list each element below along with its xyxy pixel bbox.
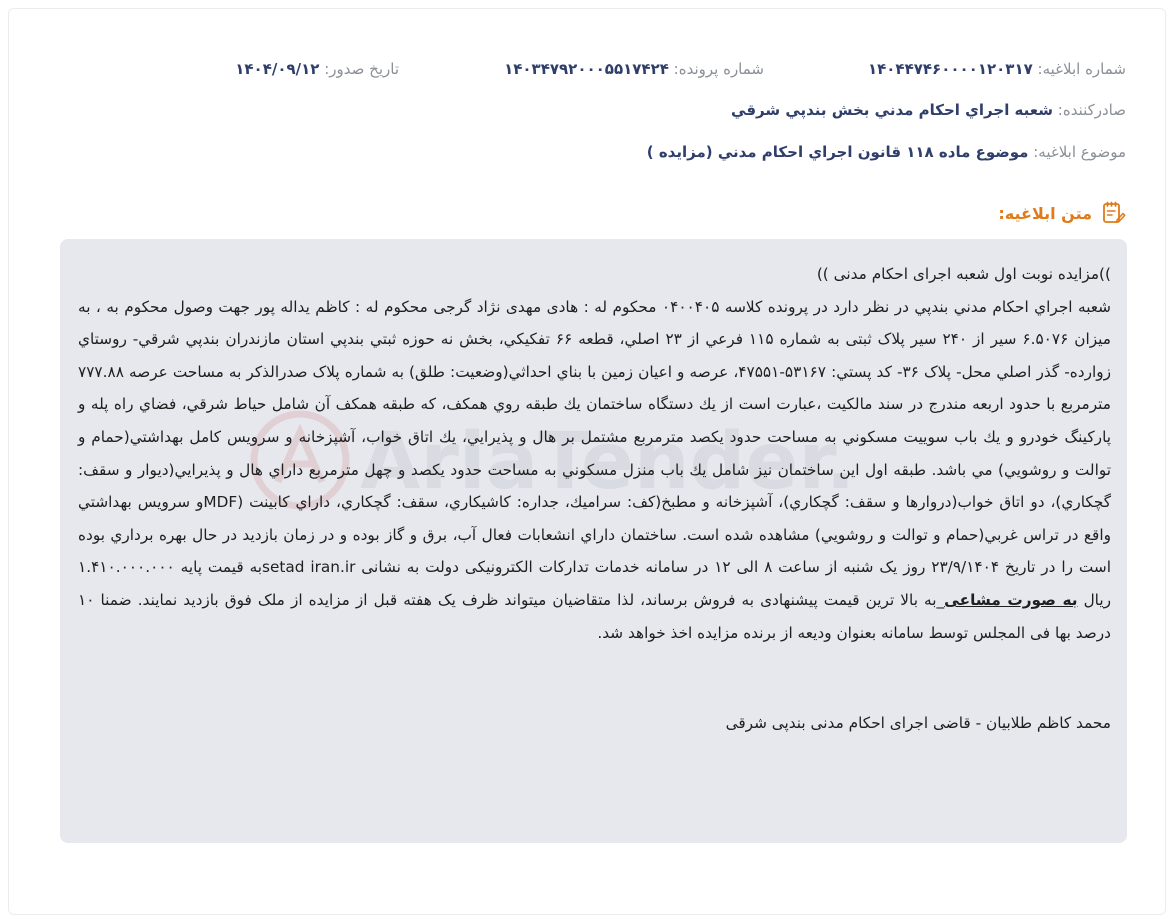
notice-body-text bbox=[78, 258, 1111, 740]
subject-label: موضوع ابلاغیه: bbox=[1033, 143, 1126, 161]
issue-date-value: ۱۴۰۴/۰۹/۱۲ bbox=[235, 60, 320, 78]
case-number-value: ۱۴۰۳۴۷۹۲۰۰۰۵۵۱۷۴۲۴ bbox=[504, 60, 669, 78]
notice-number-row bbox=[868, 60, 1126, 78]
issuer-value: شعبه اجراي احکام مدني بخش بندپي شرقي bbox=[731, 101, 1053, 119]
judge-signature: محمد کاظم طلابیان - قاضی اجرای احکام مدنی بندپی شرقی bbox=[725, 714, 1111, 733]
case-number-row bbox=[504, 60, 764, 78]
auction-paragraph bbox=[78, 291, 1111, 650]
issuer-label: صادرکننده: bbox=[1057, 101, 1126, 119]
auction-paragraph-tail: _به بالا ترین قیمت پیشنهادی به فروش برساند، لذا متقاضیان میتواند ظرف یک هفته قبل از مزایده از ملک فوق بازدید نمایند. ضمنا ۱۰ درصد بها فی المجلس توسط سامانه بعنوان ودیعه از برنده مزایده اخذ خواهد شد. bbox=[78, 590, 1111, 642]
notice-number-label: شماره ابلاغیه: bbox=[1037, 60, 1126, 78]
auction-emphasis: به صورت مشاعی bbox=[944, 590, 1078, 609]
auction-paragraph-main: شعبه اجراي احکام مدني بندپي در نظر دارد در پرونده کلاسه ۰۴۰۰۴۰۵ محکوم له : هادی مهدی نژاد گرجی محکوم له : کاظم یداله پور جهت وصول محکوم به ، به میزان ۶.۵۰۷۶ سير از ۲۴۰ سير پلاک ثبتی به شماره ۱۱۵ فرعي از ۲۳ اصلي، قطعه ۶۶ تفکيکي، بخش نه حوزه ثبتي بندپي استان مازندران بندپي شرقي- روستاي زوارده- گذر اصلي محل- پلاک ۳۶- کد پستي: ۵۳۱۶۷-۴۷۵۵۱، عرصه و اعيان زمين با بناي احداثي(وضعيت: طلق) به شماره پلاک صدرالذکر به مساحت عرصه ۷۷۷.۸۸ مترمربع با حدود اربعه مندرج در سند مالکيت ،عبارت است از يك دستگاه ساختمان يك طبقه روي همكف، که طبقه همكف آن شامل حياط شرقي، فضاي راه پله و پارکينگ خودرو و يك باب سوييت مسکوني به مساحت حدود يکصد مترمربع مشتمل بر هال و پذيرايي، يك اتاق خواب، آشپزخانه و سرويس كامل بهداشتي(حمام و توالت و روشويي) مي باشد. طبقه اول اين ساختمان نيز شامل يك باب منزل مسکوني به مساحت حدود يکصد و چهل مترمربع داراي هال و پذيرايي(ديوار و سقف: گچكاري)، دو اتاق خواب(دروارها و سقف: گچكاري)، آشپزخانه و مطبخ(كف: سراميك، جداره: کاشيكاري، سقف: گچكاري، داراي کابينت (MDFو سرويس بهداشتي واقع در تراس غربي(حمام و توالت و روشويي) مشاهده شده است. ساختمان داراي انشعابات فعال آب، برق و گاز بوده و در زمان بازديد در حال بهره برداري بوده است را در تاریخ ۲۳/۹/۱۴۰۴ روز یک شنبه از ساعت ۸ الی ۱۲ در سامانه خدمات تدارکات الکترونیکی دولت به نشانی setad iran.irبه قیمت پایه ۱.۴۱۰.۰۰۰.۰۰۰ ریال bbox=[78, 297, 1112, 609]
notice-text-heading bbox=[998, 200, 1126, 226]
issue-date-row bbox=[235, 60, 399, 78]
notice-text-label: متن ابلاغیه: bbox=[998, 203, 1092, 223]
document-edit-icon bbox=[1100, 200, 1126, 226]
issuer-row bbox=[731, 101, 1126, 119]
subject-row bbox=[647, 143, 1126, 161]
case-number-label: شماره پرونده: bbox=[673, 60, 764, 78]
auction-title: ))مزایده نوبت اول شعبه اجرای احکام مدنی )) bbox=[816, 265, 1111, 283]
subject-value: موضوع ماده ۱۱۸ قانون اجراي احکام مدني (مزايده ) bbox=[646, 143, 1029, 161]
issue-date-label: تاریخ صدور: bbox=[324, 60, 399, 78]
notice-number-value: ۱۴۰۴۴۷۴۶۰۰۰۰۱۲۰۳۱۷ bbox=[867, 60, 1033, 78]
